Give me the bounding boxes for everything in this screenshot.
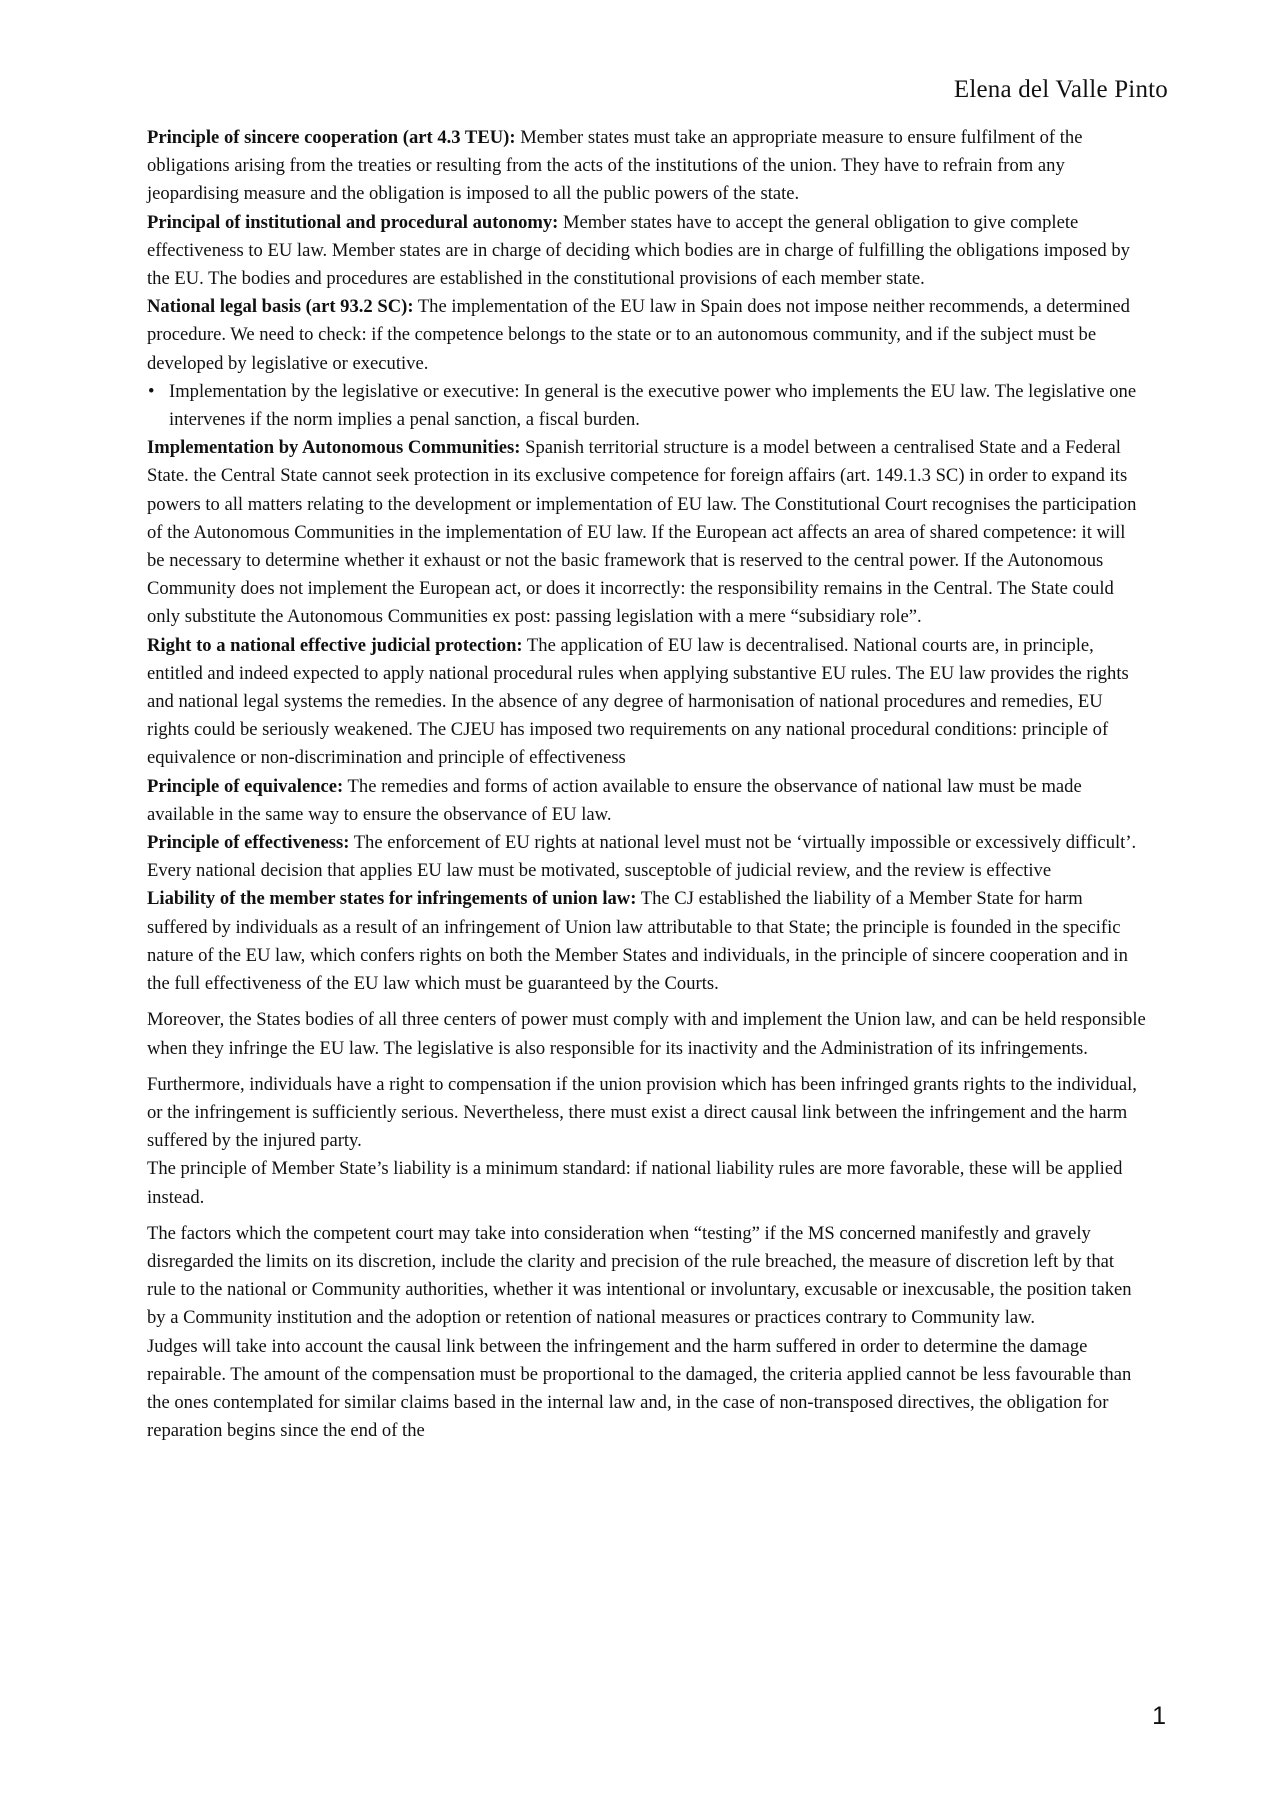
paragraph-heading: Principle of effectiveness: — [147, 832, 350, 854]
paragraph-heading: Implementation by Autonomous Communities: — [147, 437, 521, 459]
paragraph-text: The remedies and forms of action available to ensure the observance of national law must be made available in the same way to ensure the observance of EU law. — [147, 775, 1082, 825]
paragraph-judicial-protection — [147, 632, 1147, 773]
paragraph-minimum-standard: The principle of Member State’s liability is a minimum standard: if national liability rules are more favorable, these will be applied instead. — [147, 1158, 1123, 1208]
paragraph-institutional-autonomy — [147, 209, 1147, 294]
paragraph-heading: Principle of sincere cooperation (art 4.3 TEU): — [147, 127, 516, 148]
bullet-text: Implementation by the legislative or executive: In general is the executive power who implements the EU law. The legislative one intervenes if the norm implies a penal sanction, a fiscal burden. — [169, 380, 1137, 431]
paragraph-heading: Principal of institutional and procedural autonomy: — [147, 211, 559, 233]
paragraph-state-liability — [147, 885, 1147, 998]
paragraph-text: The enforcement of EU rights at national level must not be ‘virtually impossible or excessively difficult’. Every national decision that applies EU law must be motivated, susceptoble of judicial review, and the review is effective — [147, 832, 1137, 882]
paragraph-factors: The factors which the competent court may take into consideration when “testing” if the MS concerned manifestly and gravely disregarded the limits on its discretion, include the clarity and precision of the rule breached, the measure of discretion left by that rule to the national or Community authorities, whether it was intentional or involuntary, excusable or inexcusable, the position taken by a Community institution and the adoption or retention of national measures or practices contrary to Community law. — [147, 1222, 1132, 1329]
page-number: 1 — [1152, 1702, 1166, 1730]
document-body — [147, 124, 1147, 1445]
paragraph-sincere-cooperation — [147, 124, 1147, 209]
paragraph-text: The CJ established the liability of a Member State for harm suffered by individuals as a result of an infringement of Union law attributable to that State; the principle is founded in the specific nature of the EU law, which confers rights on both the Member States and individuals, in the principle of sincere cooperation and in the full effectiveness of the EU law which must be guaranteed by the Courts. — [147, 888, 1128, 995]
bullet-icon: • — [148, 380, 155, 402]
paragraph-judges: Judges will take into account the causal link between the infringement and the harm suffered in order to determine the damage repairable. The amount of the compensation must be proportional to the damaged, the criteria applied cannot be less favourable than the ones contemplated for similar claims based in the internal law and, in the case of non-transposed directives, the obligation for reparation begins since the end of the — [147, 1335, 1132, 1442]
paragraph-moreover: Moreover, the States bodies of all three centers of power must comply with and implement the Union law, and can be held responsible when they infringe the EU law. The legislative is also responsible for its inactivity and the Administration of its infringements. — [147, 1009, 1146, 1059]
bullet-item-implementation — [147, 378, 1147, 434]
paragraph-national-legal-basis — [147, 293, 1147, 378]
paragraph-text: Spanish territorial structure is a model between a centralised State and a Federal State. the Central State cannot seek protection in its exclusive competence for foreign affairs (art. 149.1.3 SC) in order to expand its powers to all matters relating to the development or implementation of EU law. The Constitutional Court recognises the participation of the Autonomous Communities in the implementation of EU law. If the European act affects an area of shared competence: it will be necessary to determine whether it exhaust or not the basic framework that is reserved to the central power. If the Autonomous Community does not implement the European act, or does it incorrectly: the responsibility remains in the Central. The State could only substitute the Autonomous Communities ex post: passing legislation with a mere “subsidiary role”. — [147, 437, 1137, 628]
paragraph-effectiveness — [147, 829, 1147, 885]
paragraph-text: The application of EU law is decentralised. National courts are, in principle, entitled and indeed expected to apply national procedural rules when applying substantive EU rules. The EU law provides the rights and national legal systems the remedies. In the absence of any degree of harmonisation of national procedures and remedies, EU rights could be seriously weakened. The CJEU has imposed two requirements on any national procedural conditions: principle of equivalence or non-discrimination and principle of effectiveness — [147, 634, 1129, 769]
paragraph-furthermore: Furthermore, individuals have a right to compensation if the union provision which has been infringed grants rights to the individual, or the infringement is sufficiently serious. Nevertheless, there must exist a direct causal link between the infringement and the harm suffered by the injured party. — [147, 1073, 1137, 1152]
paragraph-heading: Liability of the member states for infringements of union law: — [147, 888, 637, 910]
paragraph-heading: Principle of equivalence: — [147, 775, 344, 797]
paragraph-equivalence — [147, 773, 1147, 829]
paragraph-text: Member states have to accept the general obligation to give complete effectiveness to EU law. Member states are in charge of deciding which bodies are in charge of fulfilling the obligations imposed by the EU. The bodies and procedures are established in the constitutional provisions of each member state. — [147, 211, 1130, 290]
paragraph-text: The implementation of the EU law in Spain does not impose neither recommends, a determined procedure. We need to check: if the competence belongs to the state or to an autonomous community, and if the subject must be developed by legislative or executive. — [147, 296, 1130, 374]
paragraph-text: Member states must take an appropriate measure to ensure fulfilment of the obligations arising from the treaties or resulting from the acts of the institutions of the union. They have to refrain from any jeopardising measure and the obligation is imposed to all the public powers of the state. — [147, 127, 1083, 205]
author-name: Elena del Valle Pinto — [953, 76, 1168, 103]
paragraph-heading: Right to a national effective judicial protection: — [147, 634, 523, 656]
paragraph-autonomous-communities — [147, 434, 1147, 631]
paragraph-heading: National legal basis (art 93.2 SC): — [147, 296, 414, 318]
